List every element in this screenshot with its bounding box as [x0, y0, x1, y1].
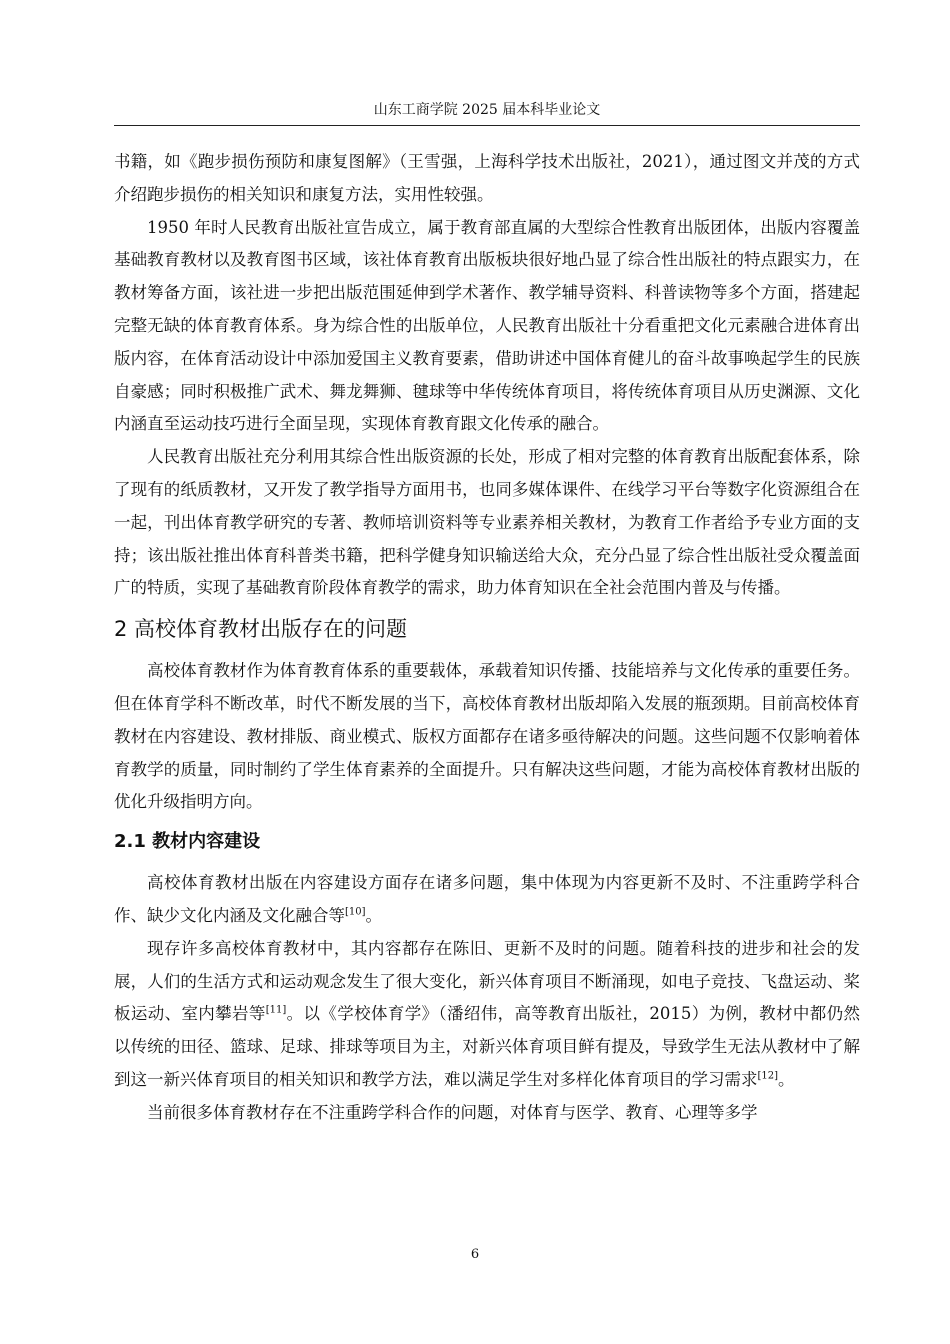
section-heading-2-1: 2.1 教材内容建设: [114, 831, 261, 853]
paragraph-content-issues: [114, 867, 860, 933]
paragraph-pep-history: 1950 年时人民教育出版社宣告成立，属于教育部直属的大型综合性教育出版团体，出版内容覆盖基础教育教材以及教育图书区域，该社体育教育出版板块很好地凸显了综合性出版社的特点跟实力，在教材筹备方面，该社进一步把出版范围延伸到学术著作、教学辅导资料、科普读物等多个方面，搭建起完整无缺的体育教育体系。身为综合性的出版单位，人民教育出版社十分看重把文化元素融合进体育出版内容，在体育活动设计中添加爱国主义教育要素，借助讲述中国体育健儿的奋斗故事唤起学生的民族自豪感；同时积极推广武术、舞龙舞狮、毽球等中华传统体育项目，将传统体育项目从历史渊源、文化内涵直至运动技巧进行全面呈现，实现体育教育跟文化传承的融合。: [114, 217, 860, 434]
paragraph-text: 高校体育教材出版在内容建设方面存在诸多问题，集中体现为内容更新不及时、不注重跨学科合作、缺少文化内涵及文化融合等: [114, 873, 860, 925]
section-heading-2: 2 高校体育教材出版存在的问题: [114, 617, 408, 642]
paragraph-end: 。: [778, 1069, 795, 1089]
paragraph-interdisciplinary: 当前很多体育教材存在不注重跨学科合作的问题，对体育与医学、教育、心理等多学: [147, 1102, 758, 1122]
paragraph-continued: 书籍，如《跑步损伤预防和康复图解》（王雪强，上海科学技术出版社，2021），通过图文并茂的方式介绍跑步损伤的相关知识和康复方法，实用性较强。: [114, 152, 860, 204]
paragraph-pep-system: 人民教育出版社充分利用其综合性出版资源的长处，形成了相对完整的体育教育出版配套体系，除了现有的纸质教材，又开发了教学指导方面用书，也同多媒体课件、在线学习平台等数字化资源组合在一起，刊出体育教学研究的专著、教师培训资料等专业素养相关教材，为教育工作者给予专业方面的支持；该出版社推出体育科普类书籍，把科学健身知识输送给大众，充分凸显了综合性出版社受众覆盖面广的特质，实现了基础教育阶段体育教学的需求，助力体育知识在全社会范围内普及与传播。: [114, 447, 860, 598]
citation-12: [12]: [757, 1070, 779, 1082]
paragraph-text: 现存许多高校体育教材中，其内容都存在陈旧、更新不及时的问题。随着科技的进步和社会的发展，人们的生活方式和运动观念发生了很大变化，新兴体育项目不断涌现，如电子竞技、飞盘运动、桨板运动、室内攀岩等: [114, 938, 860, 1024]
paragraph-end: 。: [365, 905, 383, 925]
paragraph-problems-intro: 高校体育教材作为体育教育体系的重要载体，承载着知识传播、技能培养与文化传承的重要任务。但在体育学科不断改革，时代不断发展的当下，高校体育教材出版却陷入发展的瓶颈期。目前高校体育教材在内容建设、教材排版、商业模式、版权方面都存在诸多亟待解决的问题。这些问题不仅影响着体育教学的质量，同时制约了学生体育素养的全面提升。只有解决这些问题，才能为高校体育教材出版的优化升级指明方向。: [114, 661, 860, 812]
paragraph-text: 。以《学校体育学》（潘绍伟，高等教育出版社，2015）为例，教材中都仍然以传统的田径、篮球、足球、排球等项目为主，对新兴体育项目鲜有提及，导致学生无法从教材中了解到这一新兴体育项目的相关知识和教学方法，难以满足学生对多样化体育项目的学习需求: [114, 1004, 860, 1089]
page-body: [114, 146, 860, 1130]
header-rule: [114, 125, 860, 126]
citation-11: [11]: [265, 1004, 287, 1016]
paragraph-outdated-content: [114, 933, 860, 1097]
citation-10: [10]: [345, 906, 366, 918]
running-header: 山东工商学院 2025 届本科毕业论文: [373, 102, 601, 118]
page-number: 6: [470, 1247, 480, 1262]
